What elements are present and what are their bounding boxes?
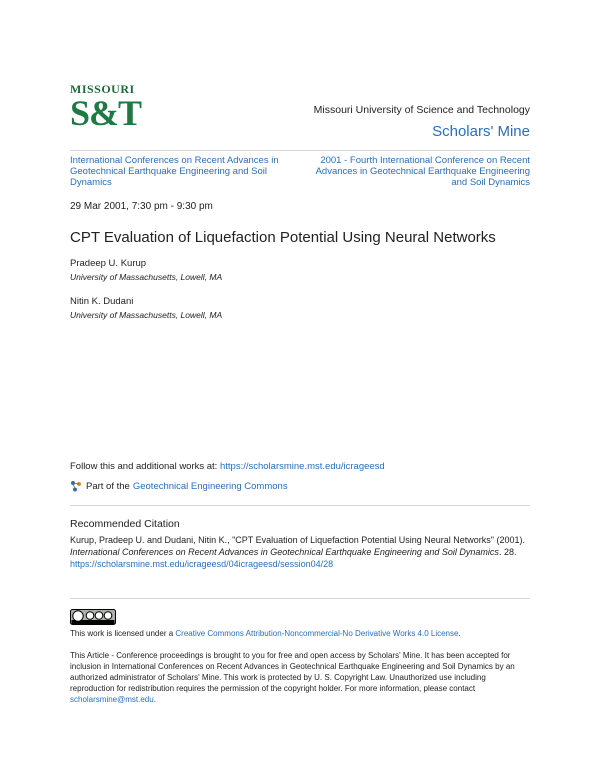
series-link-right[interactable]: 2001 - Fourth International Conference on Recent Advances in Geotechnical Earthquake Engineering and Soil Dynamics xyxy=(315,155,530,188)
series-link-left[interactable]: International Conferences on Recent Advances in Geotechnical Earthquake Engineering and Soil Dynamics xyxy=(70,155,279,188)
contact-email-link[interactable]: scholarsmine@mst.edu xyxy=(70,695,154,704)
recommended-citation-heading: Recommended Citation xyxy=(70,518,180,530)
divider xyxy=(70,150,530,151)
citation-text xyxy=(70,534,530,570)
license-link[interactable]: Creative Commons Attribution-Noncommercial-No Derivative Works 4.0 License xyxy=(175,629,459,638)
access-text: This Article - Conference proceedings is brought to you for free and open access by Scholars' Mine. It has been accepted for inclusion in International Conferences on Recent Advances in Geotechnical Earthquake Engineering and Soil Dynamics by an authorized administrator of Scholars' Mine. This work is protected by U. S. Copyright Law. Unauthorized use including reproduction for redistribution requires the permission of the copyright holder. For more information, please contact xyxy=(70,651,515,693)
author-block xyxy=(70,296,222,320)
author-block xyxy=(70,258,222,282)
repository-link[interactable]: Scholars' Mine xyxy=(432,123,530,140)
paper-title: CPT Evaluation of Liquefaction Potential Using Neural Networks xyxy=(70,229,496,246)
author-name: Pradeep U. Kurup xyxy=(70,258,147,269)
network-icon xyxy=(70,480,82,492)
cc-by-nc-nd-icon[interactable] xyxy=(70,609,116,625)
event-date: 29 Mar 2001, 7:30 pm - 9:30 pm xyxy=(70,201,213,212)
follow-line xyxy=(70,461,385,472)
header xyxy=(314,104,530,140)
author-name: Nitin K. Dudani xyxy=(70,296,134,307)
license-prefix: This work is licensed under a xyxy=(70,629,176,638)
license-line xyxy=(70,629,461,638)
commons-link[interactable]: Geotechnical Engineering Commons xyxy=(132,480,288,492)
access-statement xyxy=(70,650,530,705)
logo-top-text: MISSOURI xyxy=(70,82,135,96)
author-affiliation: University of Massachusetts, Lowell, MA xyxy=(70,310,223,320)
citation-venue: International Conferences on Recent Advances in Geotechnical Earthquake Engineering and Soil Dynamics xyxy=(70,547,499,557)
access-end: . xyxy=(153,695,156,704)
license-suffix: . xyxy=(458,629,461,638)
part-of-line xyxy=(70,480,288,492)
follow-prefix: Follow this and additional works at: xyxy=(70,461,220,472)
divider xyxy=(70,505,530,506)
logo-mark: S&T xyxy=(70,93,142,133)
missouri-st-logo xyxy=(70,82,140,138)
citation-authors: Kurup, Pradeep U. and Dudani, Nitin K., "CPT Evaluation of Liquefaction Potential Using Neural Networks" (2001). xyxy=(70,535,525,545)
follow-url[interactable]: https://scholarsmine.mst.edu/icrageesd xyxy=(219,461,385,472)
university-name: Missouri University of Science and Technology xyxy=(313,104,530,116)
citation-suffix: . 28. xyxy=(498,547,517,557)
part-of-prefix: Part of the xyxy=(86,480,130,492)
divider xyxy=(70,598,530,599)
author-affiliation: University of Massachusetts, Lowell, MA xyxy=(70,272,223,282)
citation-url[interactable]: https://scholarsmine.mst.edu/icrageesd/04icrageesd/session04/28 xyxy=(70,559,334,569)
